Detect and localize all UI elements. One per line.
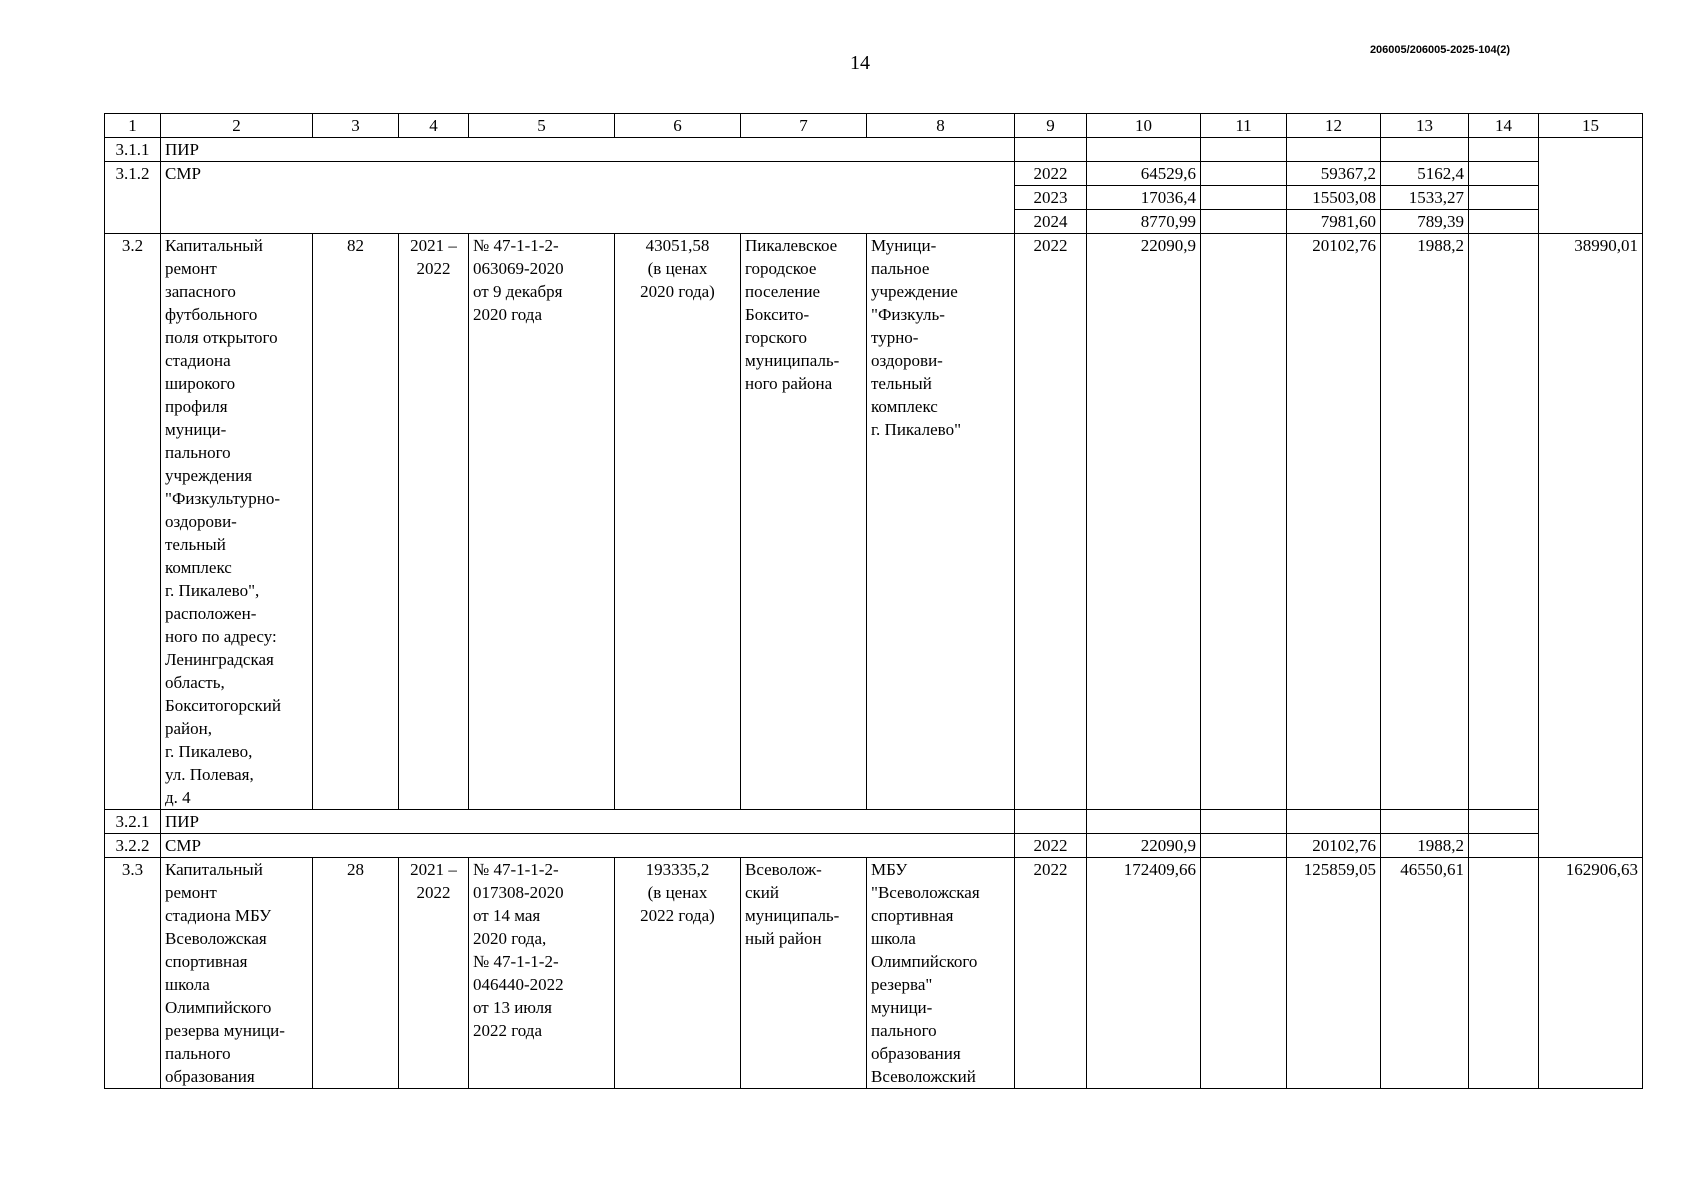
col-header: 12 (1287, 114, 1381, 138)
cell-line: ремонт (165, 259, 217, 278)
cell-line: от 14 мая (473, 906, 541, 925)
amount-cell: 20102,76 (1287, 234, 1381, 810)
cell-line: запасного (165, 282, 236, 301)
cell-line: школа (165, 975, 210, 994)
municipality-cell (741, 234, 867, 810)
cell-line: Бокситогорский (165, 696, 281, 715)
cell-line: муници- (165, 420, 227, 439)
col-header: 10 (1087, 114, 1201, 138)
cell-line: учреждения (165, 466, 253, 485)
cell-line: район, (165, 719, 212, 738)
col-header: 5 (469, 114, 615, 138)
cell-line: ный район (745, 929, 822, 948)
cell-line: область, (165, 673, 225, 692)
cell-line: поселение (745, 282, 821, 301)
col-header: 14 (1469, 114, 1539, 138)
table-row (105, 138, 1643, 162)
year-cell: 2024 (1015, 210, 1087, 234)
row-label: СМР (161, 834, 1015, 858)
cell-line: 43051,58 (645, 236, 710, 255)
table-row (105, 234, 1643, 810)
cell-line: стадиона (165, 351, 231, 370)
cell-line: 2021 – (410, 860, 457, 879)
amount-cell: 8770,99 (1087, 210, 1201, 234)
cell-line: пального (871, 1021, 937, 1040)
cell-line: МБУ (871, 860, 908, 879)
cell-line: оздорови- (165, 512, 237, 531)
capacity-cell: 28 (313, 858, 399, 1089)
col-header: 6 (615, 114, 741, 138)
cell-line: "Физкультурно- (165, 489, 281, 508)
municipality-cell (741, 858, 867, 1089)
object-name (161, 234, 313, 810)
cell-line: г. Пикалево", (165, 581, 260, 600)
customer-cell (867, 858, 1015, 1089)
cell-line: тельный (871, 374, 932, 393)
year-cell: 2023 (1015, 186, 1087, 210)
cell-line: от 13 июля (473, 998, 552, 1017)
row-number: 3.1.2 (105, 162, 161, 234)
cell-line: муниципаль- (745, 351, 840, 370)
cell-line: Капитальный (165, 860, 263, 879)
cell-line: от 9 декабря (473, 282, 563, 301)
cell-line: 2022 года (473, 1021, 543, 1040)
period-cell (399, 234, 469, 810)
cell-line: 063069-2020 (473, 259, 564, 278)
cell-line: пальное (871, 259, 930, 278)
table-row (105, 858, 1643, 1089)
table-row (105, 810, 1643, 834)
amount-cell: 64529,6 (1087, 162, 1201, 186)
cost-cell (615, 858, 741, 1089)
cell-line: городское (745, 259, 817, 278)
cell-line: 2022 (416, 883, 451, 902)
cell-line: ремонт (165, 883, 217, 902)
amount-cell: 22090,9 (1087, 234, 1201, 810)
expertise-cell (469, 234, 615, 810)
row-number: 3.1.1 (105, 138, 161, 162)
amount-cell: 162906,63 (1539, 858, 1643, 1089)
cell-line: 2020 года (473, 305, 543, 324)
col-header: 15 (1539, 114, 1643, 138)
budget-table (104, 113, 1643, 1089)
cell-line: г. Пикалево, (165, 742, 253, 761)
cell-line: стадиона МБУ (165, 906, 272, 925)
amount-cell: 1533,27 (1381, 186, 1469, 210)
amount-cell: 172409,66 (1087, 858, 1201, 1089)
amount-cell: 5162,4 (1381, 162, 1469, 186)
cell-line: муници- (871, 998, 933, 1017)
amount-cell: 17036,4 (1087, 186, 1201, 210)
cell-line: д. 4 (165, 788, 191, 807)
table-row (105, 834, 1643, 858)
cell-line: спортивная (871, 906, 954, 925)
cell-line: ский (745, 883, 779, 902)
cell-line: образования (165, 1067, 255, 1086)
year-cell: 2022 (1015, 834, 1087, 858)
cell-line: № 47-1-1-2- (473, 860, 559, 879)
cell-line: пального (165, 1044, 231, 1063)
year-cell: 2022 (1015, 162, 1087, 186)
col-header: 1 (105, 114, 161, 138)
cell-line: резерва" (871, 975, 933, 994)
cell-line: № 47-1-1-2- (473, 952, 559, 971)
col-header: 7 (741, 114, 867, 138)
cell-line: 193335,2 (645, 860, 710, 879)
cell-line: спортивная (165, 952, 248, 971)
table-row (105, 162, 1643, 186)
col-header: 2 (161, 114, 313, 138)
cell-line: 2020 года) (640, 282, 715, 301)
year-cell: 2022 (1015, 234, 1087, 810)
amount-cell: 7981,60 (1287, 210, 1381, 234)
cell-line: (в ценах (647, 259, 708, 278)
cell-line: резерва муници- (165, 1021, 285, 1040)
cell-line: комплекс (871, 397, 938, 416)
cell-line: 2020 года, (473, 929, 547, 948)
capacity-cell: 82 (313, 234, 399, 810)
year-cell: 2022 (1015, 858, 1087, 1089)
cell-line: "Всеволожская (871, 883, 980, 902)
row-label: СМР (161, 162, 1015, 234)
row-number: 3.2 (105, 234, 161, 810)
col-header: 8 (867, 114, 1015, 138)
cell-line: 2022 года) (640, 906, 715, 925)
cell-line: Пикалевское (745, 236, 838, 255)
cell-line: оздорови- (871, 351, 943, 370)
cell-line: Всеволожский (871, 1067, 976, 1086)
cell-line: комплекс (165, 558, 232, 577)
cell-line: 2022 (416, 259, 451, 278)
cell-line: 046440-2022 (473, 975, 564, 994)
cell-line: горского (745, 328, 808, 347)
row-label: ПИР (161, 810, 1015, 834)
cell-line: Олимпийского (871, 952, 978, 971)
object-name (161, 858, 313, 1089)
amount-cell: 789,39 (1381, 210, 1469, 234)
amount-cell: 15503,08 (1287, 186, 1381, 210)
cell-line: тельный (165, 535, 226, 554)
cell-line: Муници- (871, 236, 937, 255)
cell-line: ного района (745, 374, 833, 393)
cell-line: ного по адресу: (165, 627, 277, 646)
page-number: 14 (850, 52, 870, 74)
cell-line: Всеволожская (165, 929, 267, 948)
cell-line: муниципаль- (745, 906, 840, 925)
cell-line: турно- (871, 328, 919, 347)
expertise-cell (469, 858, 615, 1089)
cell-line: № 47-1-1-2- (473, 236, 559, 255)
cell-line: 017308-2020 (473, 883, 564, 902)
cell-line: г. Пикалево" (871, 420, 962, 439)
amount-cell: 22090,9 (1087, 834, 1201, 858)
row-number: 3.2.2 (105, 834, 161, 858)
document-id: 206005/206005-2025-104(2) (1369, 44, 1510, 56)
period-cell (399, 858, 469, 1089)
customer-cell (867, 234, 1015, 810)
col-header: 9 (1015, 114, 1087, 138)
cell-line: Всеволож- (745, 860, 822, 879)
cell-line: футбольного (165, 305, 258, 324)
amount-cell: 20102,76 (1287, 834, 1381, 858)
col-header: 11 (1201, 114, 1287, 138)
cell-line: Ленинградская (165, 650, 274, 669)
col-header: 3 (313, 114, 399, 138)
cell-line: Боксито- (745, 305, 810, 324)
amount-cell: 59367,2 (1287, 162, 1381, 186)
row-label: ПИР (161, 138, 1015, 162)
cell-line: пального (165, 443, 231, 462)
cell-line: "Физкуль- (871, 305, 945, 324)
row-number: 3.2.1 (105, 810, 161, 834)
cell-line: профиля (165, 397, 228, 416)
cell-line: учреждение (871, 282, 958, 301)
amount-cell: 1988,2 (1381, 234, 1469, 810)
cost-cell (615, 234, 741, 810)
col-header: 4 (399, 114, 469, 138)
col-header: 13 (1381, 114, 1469, 138)
cell-line: образования (871, 1044, 961, 1063)
amount-cell: 125859,05 (1287, 858, 1381, 1089)
cell-line: расположен- (165, 604, 257, 623)
row-number: 3.3 (105, 858, 161, 1089)
amount-cell: 1988,2 (1381, 834, 1469, 858)
cell-line: Капитальный (165, 236, 263, 255)
header-row (105, 114, 1643, 138)
cell-line: ул. Полевая, (165, 765, 254, 784)
cell-line: школа (871, 929, 916, 948)
cell-line: (в ценах (647, 883, 708, 902)
cell-line: 2021 – (410, 236, 457, 255)
cell-line: поля открытого (165, 328, 278, 347)
amount-cell: 38990,01 (1539, 234, 1643, 858)
amount-cell: 46550,61 (1381, 858, 1469, 1089)
cell-line: Олимпийского (165, 998, 272, 1017)
cell-line: широкого (165, 374, 236, 393)
